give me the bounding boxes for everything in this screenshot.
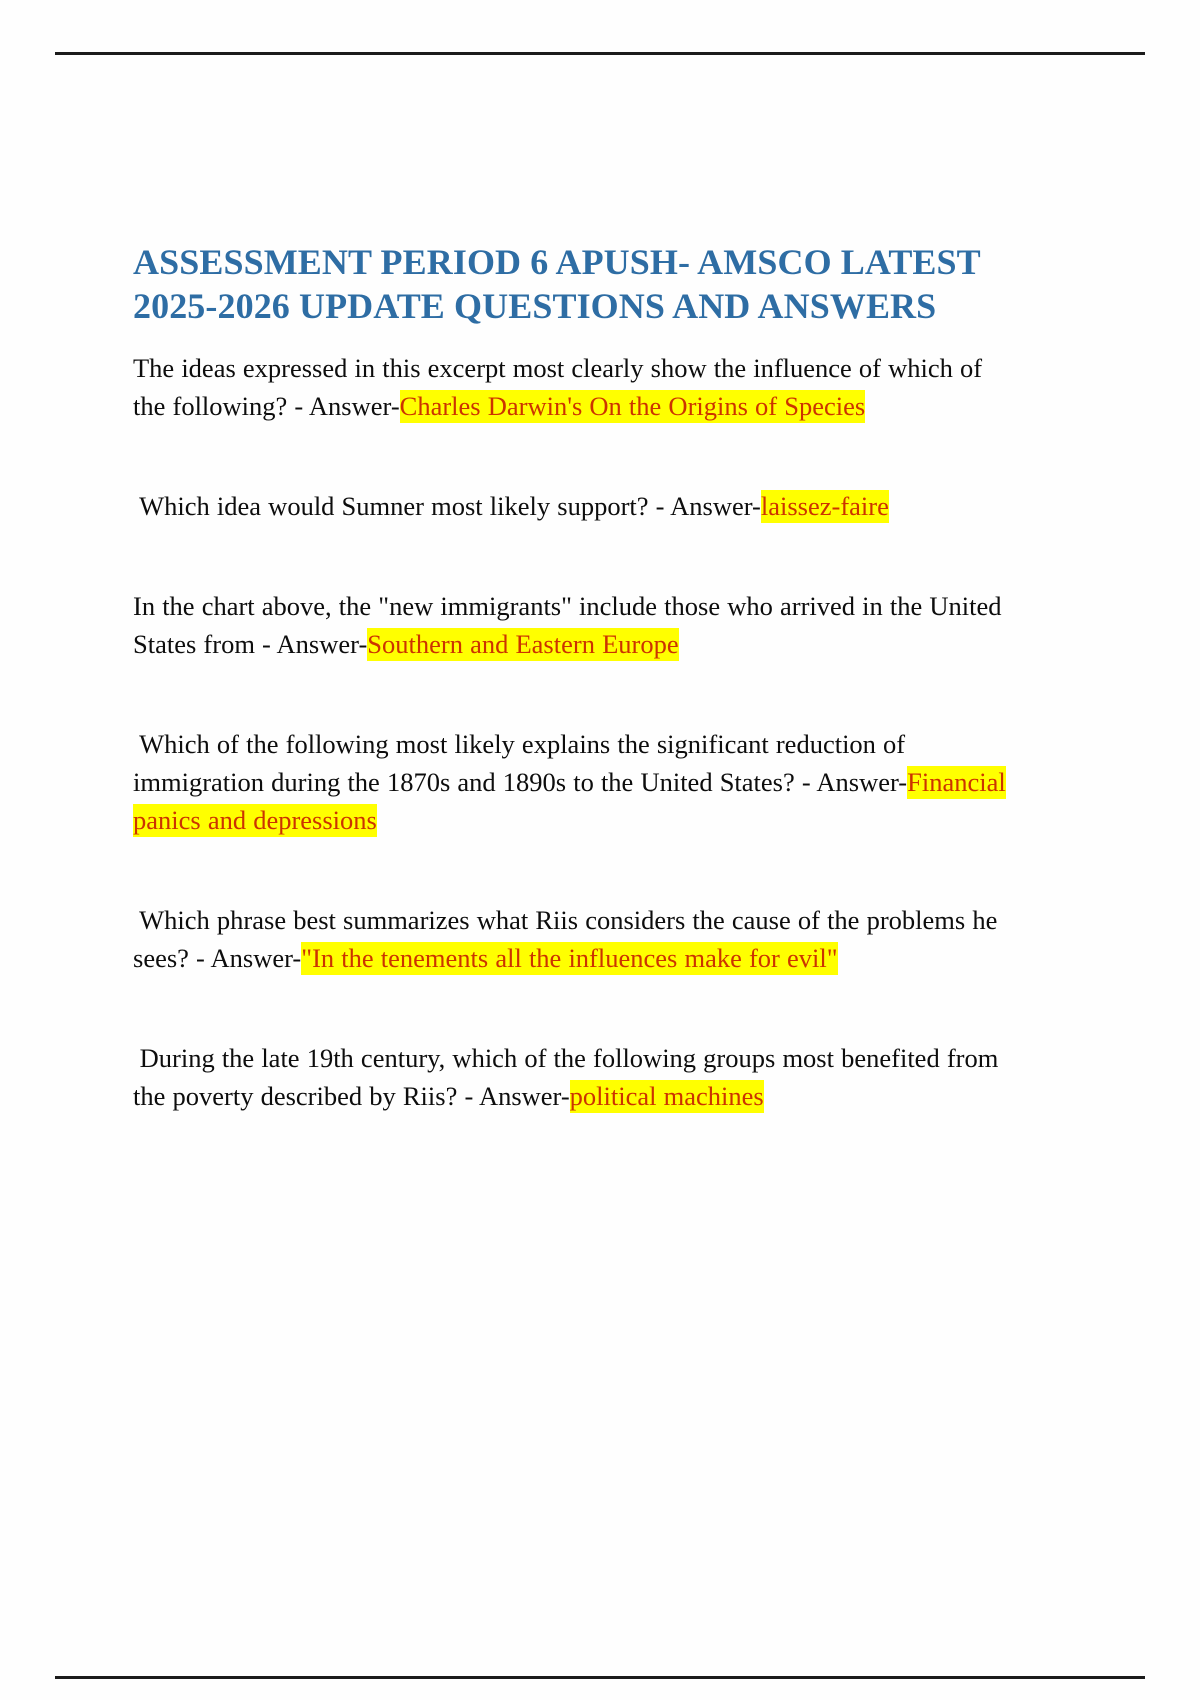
- qa-block: [133, 1039, 1013, 1115]
- question-text: Which of the following most likely explains the significant reduction of immigration during the 1870s and 1890s to the United States? - Answer-: [133, 729, 908, 797]
- question-text: Which phrase best summarizes what Riis considers the cause of the problems he sees? - Answer-: [133, 905, 998, 973]
- qa-block: [133, 349, 1013, 425]
- question-text: In the chart above, the "new immigrants" include those who arrived in the United States from - Answer-: [133, 591, 1002, 659]
- qa-leading-space: [133, 1043, 140, 1073]
- answer-highlight: Financial panics and depressions: [133, 767, 1006, 835]
- page-title: ASSESSMENT PERIOD 6 APUSH- AMSCO LATEST 2025-2026 UPDATE QUESTIONS AND ANSWERS: [133, 242, 981, 326]
- qa-block: [133, 725, 1013, 839]
- qa-block: [133, 487, 1013, 525]
- question-text: Which idea would Sumner most likely support? - Answer-: [139, 491, 761, 521]
- document-content: [133, 240, 1013, 1115]
- question-text: During the late 19th century, which of the following groups most benefited from the poverty described by Riis? - Answer-: [133, 1043, 999, 1111]
- answer-highlight: political machines: [569, 1081, 764, 1111]
- answer-highlight: Southern and Eastern Europe: [367, 629, 679, 659]
- qa-list: [133, 349, 1013, 1115]
- qa-block: [133, 587, 1013, 663]
- footer-rule: [55, 1676, 1145, 1679]
- answer-highlight: "In the tenements all the influences make for evil": [301, 943, 838, 973]
- question-text: The ideas expressed in this excerpt most clearly show the influence of which of the following? - Answer-: [133, 353, 983, 421]
- qa-block: [133, 901, 1013, 977]
- header-rule: [55, 52, 1145, 55]
- answer-highlight: Charles Darwin's On the Origins of Species: [399, 391, 866, 421]
- answer-highlight: laissez-faire: [760, 491, 889, 521]
